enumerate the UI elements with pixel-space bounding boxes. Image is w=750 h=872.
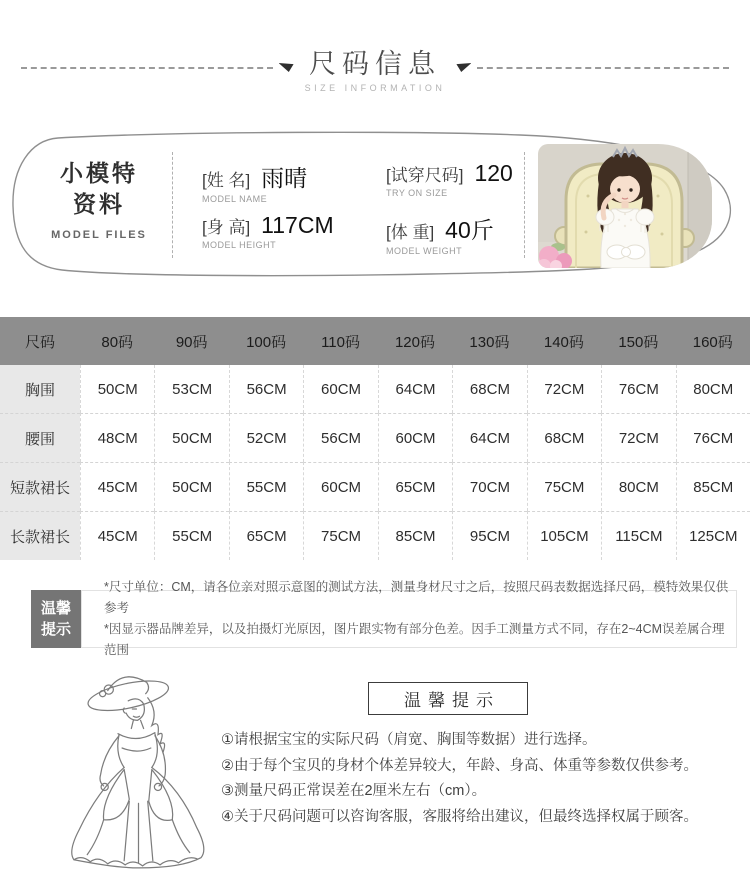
size-table [0, 317, 750, 560]
size-table-row-label: 胸围 [0, 365, 80, 413]
size-table-cell: 125CM [676, 511, 750, 560]
size-info-header [0, 0, 750, 93]
tips-item: ④关于尺码问题可以咨询客服，客服将给出建议，但最终选择权属于顾客。 [221, 808, 698, 825]
tips-item: ②由于每个宝贝的身材个体差异较大，年龄、身高、体重等参数仅供参考。 [221, 757, 698, 774]
notice-line: *因显示器品牌差异，以及拍摄灯光原因，图片跟实物有部分色差。因手工测量方式不同，存在2~4CM误差属合理范围 [104, 622, 725, 657]
size-table-cell: 95CM [452, 511, 526, 560]
size-table-cell: 48CM [80, 413, 154, 462]
model-info-panel [0, 126, 750, 286]
notice-badge-line1: 温馨 [40, 600, 71, 617]
size-table-cell: 115CM [601, 511, 675, 560]
notice-badge-line2: 提示 [40, 621, 71, 638]
size-table-cell: 72CM [527, 365, 601, 413]
size-table-cell: 85CM [676, 462, 750, 511]
size-table-cell: 55CM [229, 462, 303, 511]
bottom-tips-section [0, 666, 750, 871]
size-table-cell: 76CM [676, 413, 750, 462]
page-title: 尺码信息 [309, 49, 441, 79]
model-title-line1: 小模特 [60, 160, 138, 186]
size-table-column-header: 80码 [80, 317, 154, 365]
size-table-column-header: 160码 [676, 317, 750, 365]
tips-list [221, 728, 698, 830]
field-value: 120 [474, 160, 513, 186]
field-sublabel: MODEL WEIGHT [386, 246, 463, 256]
field-value: 雨晴 [261, 165, 308, 191]
field-label: [姓 名] [202, 171, 251, 190]
field-label: [身 高] [202, 218, 251, 237]
size-table-column-header: 110码 [303, 317, 377, 365]
model-field-weight [386, 212, 494, 256]
size-table-cell: 56CM [303, 413, 377, 462]
size-table-cell: 50CM [80, 365, 154, 413]
size-table-column-header: 90码 [154, 317, 228, 365]
field-value: 117CM [261, 212, 334, 238]
field-sublabel: TRY ON SIZE [386, 188, 448, 198]
size-table-column-header: 尺码 [0, 317, 80, 365]
notice-strip [31, 580, 737, 657]
model-field-tryon-size [386, 160, 513, 198]
size-table-cell: 65CM [378, 462, 452, 511]
size-table-row-label: 短款裙长 [0, 462, 80, 511]
triangle-right-icon [279, 63, 294, 72]
model-photo-illustration [538, 144, 712, 268]
size-table-cell: 68CM [452, 365, 526, 413]
size-table-cell: 75CM [303, 511, 377, 560]
notice-panel [81, 580, 737, 657]
size-table-cell: 64CM [378, 365, 452, 413]
size-table-cell: 105CM [527, 511, 601, 560]
field-value: 40斤 [445, 217, 494, 243]
tips-item: ①请根据宝宝的实际尺码（肩宽、胸围等数据）进行选择。 [221, 732, 597, 748]
triangle-left-icon [456, 63, 471, 72]
size-table-cell: 80CM [601, 462, 675, 511]
size-table-cell: 75CM [527, 462, 601, 511]
size-table-cell: 52CM [229, 413, 303, 462]
size-table-cell: 50CM [154, 413, 228, 462]
model-photo [538, 144, 712, 268]
size-table-cell: 50CM [154, 462, 228, 511]
size-table-cell: 45CM [80, 462, 154, 511]
model-title-line2: 资料 [73, 191, 125, 217]
size-table-cell: 55CM [154, 511, 228, 560]
size-table-cell: 60CM [303, 462, 377, 511]
header-left-dash-line [21, 67, 273, 69]
model-field-height [202, 212, 334, 250]
size-table-cell: 56CM [229, 365, 303, 413]
size-table-column-header: 140码 [527, 317, 601, 365]
size-table-row-label: 长款裙长 [0, 511, 80, 560]
model-title-subtitle: MODEL FILES [51, 229, 147, 241]
size-table-column-header: 100码 [229, 317, 303, 365]
notice-line: *尺寸单位：CM，请各位亲对照示意图的测试方法，测量身材尺寸之后，按照尺码表数据选择尺码，模特效果仅供参考 [104, 580, 729, 615]
princess-dress-illustration [56, 666, 221, 871]
size-table-cell: 80CM [676, 365, 750, 413]
field-sublabel: MODEL NAME [202, 194, 268, 204]
size-table-column-header: 130码 [452, 317, 526, 365]
model-panel-title [28, 158, 170, 241]
tips-block [221, 666, 698, 871]
field-label: [体 重] [386, 223, 435, 242]
header-right-dash-line [477, 67, 729, 69]
field-label: [试穿尺码] [386, 166, 464, 185]
size-table-cell: 85CM [378, 511, 452, 560]
field-sublabel: MODEL HEIGHT [202, 240, 277, 250]
tips-item: ③测量尺码正常误差在2厘米左右（cm）。 [221, 783, 487, 799]
size-table-cell: 70CM [452, 462, 526, 511]
size-table-cell: 64CM [452, 413, 526, 462]
size-table-cell: 65CM [229, 511, 303, 560]
size-table-cell: 60CM [378, 413, 452, 462]
size-table-cell: 45CM [80, 511, 154, 560]
notice-badge [31, 590, 81, 648]
size-table-column-header: 120码 [378, 317, 452, 365]
size-table-cell: 72CM [601, 413, 675, 462]
tips-title-box: 温馨提示 [368, 682, 528, 715]
page-subtitle: SIZE INFORMATION [304, 83, 446, 93]
size-table-cell: 68CM [527, 413, 601, 462]
dashed-divider [524, 152, 525, 258]
size-table-row-label: 腰围 [0, 413, 80, 462]
dashed-divider [172, 152, 173, 258]
model-field-name [202, 160, 307, 204]
size-table-column-header: 150码 [601, 317, 675, 365]
size-table-cell: 60CM [303, 365, 377, 413]
header-title-block [305, 42, 446, 93]
size-table-cell: 53CM [154, 365, 228, 413]
size-table-cell: 76CM [601, 365, 675, 413]
